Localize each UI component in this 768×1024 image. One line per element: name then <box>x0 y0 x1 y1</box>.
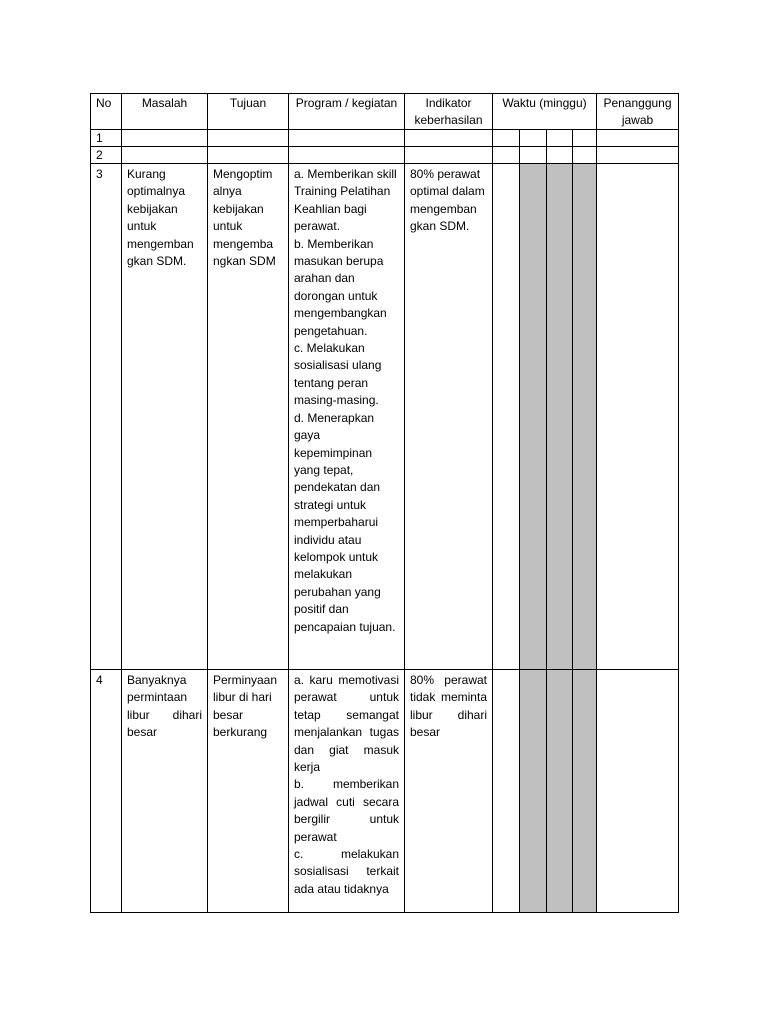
cell-indikator <box>405 147 493 164</box>
cell-no: 1 <box>91 130 122 147</box>
cell-week-1 <box>493 164 520 670</box>
table-row <box>91 670 679 913</box>
cell-week-4-shaded <box>573 670 597 913</box>
cell-week-1 <box>493 130 520 147</box>
cell-program: a. karu memotivasi perawat untuk tetap semangat menjalankan tugas dan giat masuk kerja b. memberikan jadwal cuti secara bergilir untuk perawat c. melakukan sosialisasi terkait ada atau tidaknya <box>289 670 405 913</box>
header-indikator: Indikator keberhasilan <box>405 94 493 130</box>
cell-tujuan: Mengoptim alnya kebijakan untuk mengemba ngkan SDM <box>208 164 289 670</box>
header-tujuan: Tujuan <box>208 94 289 130</box>
action-plan-table <box>90 93 679 913</box>
cell-masalah <box>122 147 208 164</box>
table-row <box>91 164 679 670</box>
cell-tujuan: Perminyaan libur di hari besar berkurang <box>208 670 289 913</box>
cell-week-2-shaded <box>520 164 547 670</box>
cell-penanggung-jawab <box>597 130 679 147</box>
cell-masalah: Kurang optimalnya kebijakan untuk mengemban gkan SDM. <box>122 164 208 670</box>
cell-week-3-shaded <box>547 164 573 670</box>
header-waktu: Waktu (minggu) <box>493 94 597 130</box>
header-penanggung-jawab: Penanggung jawab <box>597 94 679 130</box>
cell-week-4 <box>573 147 597 164</box>
cell-tujuan <box>208 147 289 164</box>
cell-week-4 <box>573 130 597 147</box>
cell-no: 4 <box>91 670 122 913</box>
cell-masalah: Banyaknya permintaan libur dihari besar <box>122 670 208 913</box>
cell-program: a. Memberikan skill Training Pelatihan Keahlian bagi perawat. b. Memberikan masukan berupa arahan dan dorongan untuk mengembangkan pengetahuan. c. Melakukan sosialisasi ulang tentang peran masing-masing. d. Menerapkan gaya kepemimpinan yang tepat, pendekatan dan strategi untuk memperbaharui individu atau kelompok untuk melakukan perubahan yang positif dan pencapaian tujuan. <box>289 164 405 670</box>
cell-indikator: 80% perawat tidak meminta libur dihari besar <box>405 670 493 913</box>
cell-week-3-shaded <box>547 670 573 913</box>
cell-week-3 <box>547 130 573 147</box>
header-masalah: Masalah <box>122 94 208 130</box>
cell-indikator: 80% perawat optimal dalam mengemban gkan SDM. <box>405 164 493 670</box>
cell-week-2 <box>520 130 547 147</box>
cell-program <box>289 130 405 147</box>
cell-penanggung-jawab <box>597 147 679 164</box>
cell-penanggung-jawab <box>597 164 679 670</box>
cell-program <box>289 147 405 164</box>
header-program: Program / kegiatan <box>289 94 405 130</box>
cell-no: 3 <box>91 164 122 670</box>
cell-indikator <box>405 130 493 147</box>
cell-no: 2 <box>91 147 122 164</box>
cell-week-1 <box>493 670 520 913</box>
cell-masalah <box>122 130 208 147</box>
table-row <box>91 130 679 147</box>
cell-week-3 <box>547 147 573 164</box>
table-row <box>91 147 679 164</box>
cell-penanggung-jawab <box>597 670 679 913</box>
cell-week-4-shaded <box>573 164 597 670</box>
cell-week-2 <box>520 147 547 164</box>
cell-week-1 <box>493 147 520 164</box>
cell-tujuan <box>208 130 289 147</box>
header-no: No <box>91 94 122 130</box>
table-header-row <box>91 94 679 130</box>
cell-week-2-shaded <box>520 670 547 913</box>
